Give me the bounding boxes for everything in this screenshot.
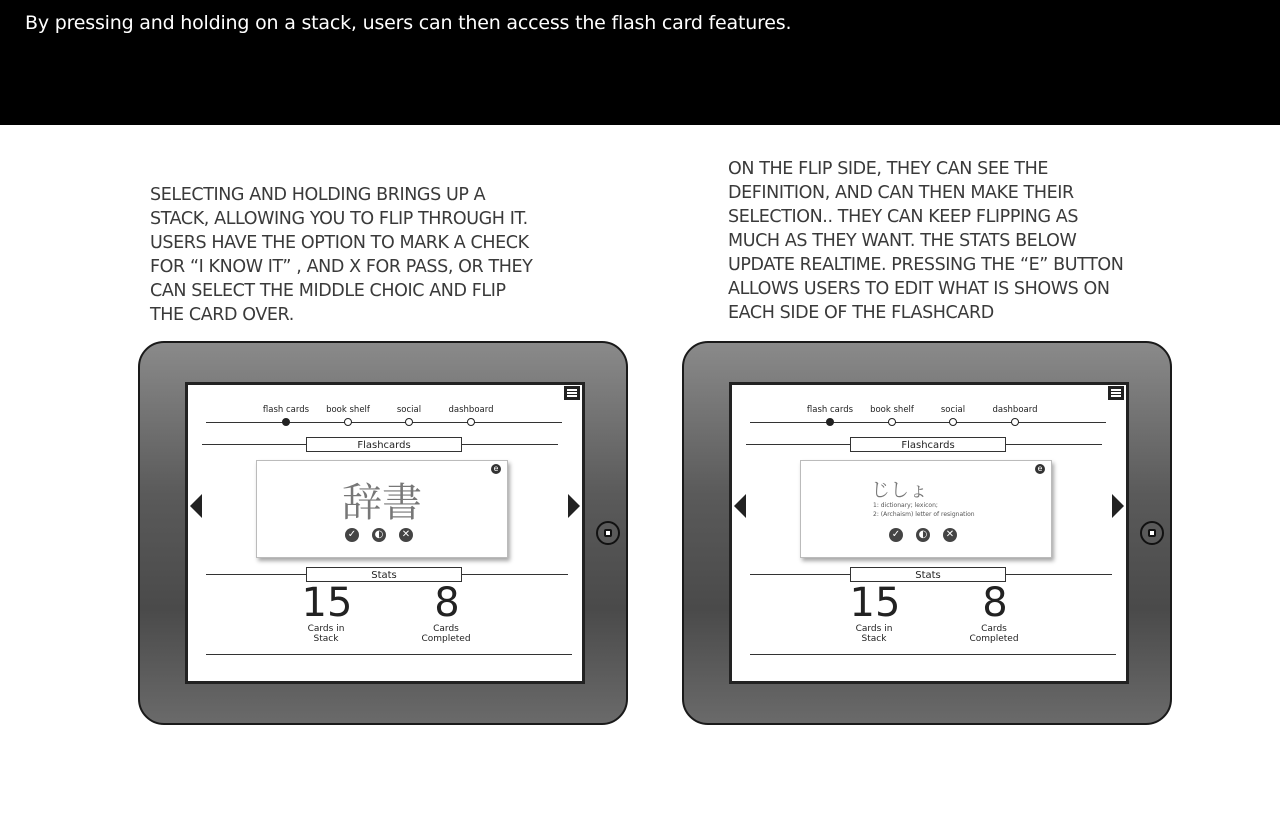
check-button[interactable]: ✓	[345, 528, 359, 542]
nav-dot-book-shelf[interactable]	[344, 418, 352, 426]
nav-book-shelf[interactable]: book shelf	[870, 405, 914, 415]
card-kanji: 辞書	[342, 480, 422, 526]
flashcards-heading: Flashcards	[850, 437, 1006, 452]
cards-in-stack-label: Cards in Stack	[307, 624, 345, 644]
edit-icon[interactable]: e	[491, 464, 501, 474]
nav-flash-cards[interactable]: flash cards	[806, 405, 854, 415]
tablet-front	[138, 341, 628, 725]
flashcards-heading: Flashcards	[306, 437, 462, 452]
nav-dot-social[interactable]	[405, 418, 413, 426]
flashcard-back[interactable]	[800, 460, 1052, 558]
description-right: ON THE FLIP SIDE, THEY CAN SEE THE DEFINITION, AND CAN THEN MAKE THEIR SELECTION.. THEY CAN KEEP FLIPPING AS MUCH AS THEY WANT. THE STATS BELOW UPDATE REALTIME. PRESSING THE “E” BUTTON ALLOWS USERS TO EDIT WHAT IS SHOWS ON EACH SIDE OF THE FLASHCARD	[728, 159, 1124, 323]
next-card-arrow-icon[interactable]	[1112, 494, 1124, 518]
tablet-screen	[185, 382, 585, 684]
nav-dot-flash-cards[interactable]	[826, 418, 834, 426]
nav-dot-book-shelf[interactable]	[888, 418, 896, 426]
cards-in-stack-count: 15	[301, 580, 353, 626]
prev-card-arrow-icon[interactable]	[734, 494, 746, 518]
stats-heading: Stats	[306, 567, 462, 582]
home-button[interactable]	[1140, 521, 1164, 545]
flip-button[interactable]: ◐	[372, 528, 386, 542]
nav-line	[750, 422, 1106, 423]
banner-headline: By pressing and holding on a stack, users can then access the flash card features.	[25, 12, 792, 34]
flip-button[interactable]: ◐	[916, 528, 930, 542]
check-button[interactable]: ✓	[889, 528, 903, 542]
cards-completed-label: Cards Completed	[969, 624, 1019, 644]
nav-social[interactable]: social	[396, 405, 422, 415]
tablet-screen	[729, 382, 1129, 684]
card-definition-1: 1: dictionary; lexicon;	[873, 502, 938, 509]
bottom-divider	[750, 654, 1116, 655]
nav-flash-cards[interactable]: flash cards	[262, 405, 310, 415]
nav-dot-social[interactable]	[949, 418, 957, 426]
stats-heading: Stats	[850, 567, 1006, 582]
card-definition-2: 2: (Archaism) letter of resignation	[873, 511, 975, 518]
next-card-arrow-icon[interactable]	[568, 494, 580, 518]
nav-dot-flash-cards[interactable]	[282, 418, 290, 426]
nav-social[interactable]: social	[940, 405, 966, 415]
nav-dot-dashboard[interactable]	[467, 418, 475, 426]
nav-dashboard[interactable]: dashboard	[448, 405, 494, 415]
nav-line	[206, 422, 562, 423]
cards-in-stack-count: 15	[849, 580, 901, 626]
bottom-divider	[206, 654, 572, 655]
tablet-back	[682, 341, 1172, 725]
cards-in-stack-label: Cards in Stack	[855, 624, 893, 644]
pass-button[interactable]: ✕	[943, 528, 957, 542]
top-banner	[0, 0, 1280, 125]
nav-book-shelf[interactable]: book shelf	[326, 405, 370, 415]
nav-dashboard[interactable]: dashboard	[992, 405, 1038, 415]
cards-completed-count: 8	[434, 580, 460, 626]
edit-icon[interactable]: e	[1035, 464, 1045, 474]
cards-completed-count: 8	[982, 580, 1008, 626]
menu-icon[interactable]	[1108, 386, 1124, 400]
description-left: SELECTING AND HOLDING BRINGS UP A STACK, ALLOWING YOU TO FLIP THROUGH IT. USERS HAVE THE OPTION TO MARK A CHECK FOR “I KNOW IT” , AND X FOR PASS, OR THEY CAN SELECT THE MIDDLE CHOIC AND FLIP THE CARD OVER.	[150, 185, 533, 325]
cards-completed-label: Cards Completed	[421, 624, 471, 644]
pass-button[interactable]: ✕	[399, 528, 413, 542]
nav-dot-dashboard[interactable]	[1011, 418, 1019, 426]
home-button[interactable]	[596, 521, 620, 545]
prev-card-arrow-icon[interactable]	[190, 494, 202, 518]
flashcard-front[interactable]	[256, 460, 508, 558]
menu-icon[interactable]	[564, 386, 580, 400]
card-reading: じしょ	[871, 479, 929, 501]
